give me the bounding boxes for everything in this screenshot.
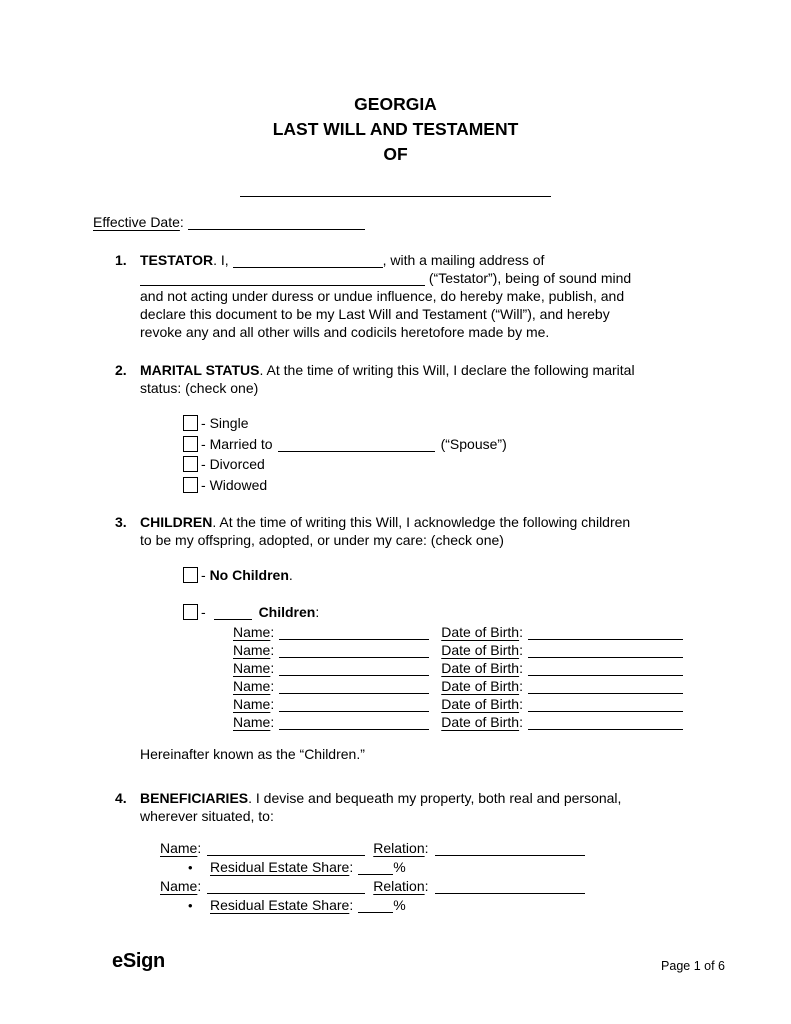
child-name-label: Name	[233, 696, 271, 712]
section-number: 4.	[115, 790, 127, 806]
testator-name-title-blank[interactable]	[240, 167, 551, 197]
children-body-line1: . At the time of writing this Will, I acknowledge the following children	[212, 514, 631, 530]
marital-option-divorced	[183, 454, 701, 475]
child-name-field[interactable]	[279, 644, 429, 658]
beneficiary-relation-label: Relation	[373, 840, 425, 856]
section-testator-body	[140, 251, 701, 341]
testator-seg1: . I,	[213, 252, 233, 268]
colon: :	[270, 696, 275, 712]
testator-seg2: , with a mailing address of	[382, 252, 545, 268]
option-prefix: -	[201, 456, 210, 472]
bullet-icon: •	[188, 860, 193, 875]
colon: :	[270, 678, 275, 694]
child-dob-field[interactable]	[528, 662, 683, 676]
section-marital-status	[115, 361, 701, 495]
section-number: 3.	[115, 514, 127, 530]
section-heading-beneficiaries: BENEFICIARIES	[140, 790, 249, 806]
child-name-field[interactable]	[279, 662, 429, 676]
mailing-address-field[interactable]	[140, 272, 425, 286]
beneficiary-share-row	[188, 896, 701, 915]
children-count-field[interactable]	[214, 606, 252, 620]
section-marital-body	[140, 361, 701, 495]
section-testator	[115, 251, 701, 341]
option-label-divorced: Divorced	[209, 456, 265, 472]
testator-line-4: declare this document to be my Last Will and Testament (“Will”), and hereby	[140, 306, 610, 322]
section-number: 1.	[115, 252, 127, 268]
option-label-no-children: No Children	[209, 567, 289, 583]
marital-option-widowed	[183, 475, 701, 496]
checkbox-single[interactable]	[183, 415, 198, 431]
testator-line-5: revoke any and all other wills and codicils heretofore made by me.	[140, 324, 550, 340]
child-row	[233, 695, 701, 713]
colon: :	[270, 714, 275, 730]
child-dob-label: Date of Birth	[441, 714, 520, 730]
option-label-widowed: Widowed	[209, 476, 268, 493]
marital-option-married	[183, 434, 701, 455]
section-children	[115, 513, 701, 763]
section-heading-marital-status: MARITAL STATUS	[140, 362, 260, 378]
page-indicator: Page 1 of 6	[661, 959, 725, 973]
beneficiaries-body-line1: . I devise and bequeath my property, both real and personal,	[248, 790, 622, 806]
child-dob-field[interactable]	[528, 644, 683, 658]
checkbox-married[interactable]	[183, 436, 198, 452]
testator-name-field[interactable]	[233, 254, 383, 268]
child-row	[233, 641, 701, 659]
beneficiary-share-row	[188, 858, 701, 877]
section-number: 2.	[115, 362, 127, 378]
colon: :	[519, 696, 523, 712]
option-children-count	[183, 602, 701, 623]
option-suffix: :	[315, 604, 320, 620]
title-line-main: LAST WILL AND TESTAMENT	[272, 119, 519, 139]
child-name-field[interactable]	[279, 680, 429, 694]
option-prefix: -	[201, 567, 210, 583]
colon: :	[270, 642, 275, 658]
option-label-single: Single	[209, 415, 249, 431]
colon: :	[519, 660, 523, 676]
checkbox-divorced[interactable]	[183, 456, 198, 472]
colon: :	[424, 878, 429, 894]
beneficiary-entries	[160, 839, 701, 915]
testator-seg3a: (“Testator”), being of sound mind	[425, 270, 632, 286]
beneficiary-name-label: Name	[160, 878, 198, 894]
beneficiary-name-field[interactable]	[207, 842, 365, 856]
residual-share-field[interactable]	[358, 861, 393, 875]
child-dob-label: Date of Birth	[441, 660, 520, 676]
child-name-label: Name	[233, 642, 271, 658]
testator-line-2	[140, 269, 701, 287]
colon: :	[270, 624, 275, 640]
option-label-children: Children	[258, 604, 316, 620]
spouse-name-field[interactable]	[278, 438, 435, 452]
option-prefix: -	[201, 415, 210, 431]
effective-date-label: Effective Date	[93, 214, 180, 230]
beneficiary-name-field[interactable]	[207, 880, 365, 894]
option-suffix-spouse: (“Spouse”)	[440, 435, 507, 452]
child-dob-label: Date of Birth	[441, 642, 520, 658]
section-heading-testator: TESTATOR	[140, 252, 214, 268]
child-name-field[interactable]	[279, 698, 429, 712]
children-line-1	[140, 513, 701, 531]
child-dob-label: Date of Birth	[441, 696, 520, 712]
testator-line-1	[140, 251, 701, 269]
colon: :	[519, 714, 523, 730]
colon: :	[519, 624, 523, 640]
child-name-label: Name	[233, 624, 271, 640]
colon: :	[349, 859, 354, 875]
marital-options	[183, 413, 701, 495]
child-row	[233, 659, 701, 677]
child-row	[233, 623, 701, 641]
document-title	[0, 0, 791, 167]
beneficiary-name-label: Name	[160, 840, 198, 856]
colon: :	[519, 642, 523, 658]
beneficiaries-line-1	[140, 789, 701, 807]
child-row	[233, 677, 701, 695]
option-label-married: Married to	[209, 435, 273, 452]
title-line-state: GEORGIA	[354, 94, 437, 114]
effective-date-field[interactable]	[188, 216, 365, 230]
beneficiary-relation-field[interactable]	[435, 880, 585, 894]
child-dob-field[interactable]	[528, 716, 683, 730]
marital-body-line2: status: (check one)	[140, 380, 259, 396]
residual-share-label: Residual Estate Share	[210, 859, 350, 875]
child-dob-field[interactable]	[528, 626, 683, 640]
beneficiaries-body-line2: wherever situated, to:	[140, 808, 274, 824]
checkbox-children-count[interactable]	[183, 604, 198, 620]
residual-share-label: Residual Estate Share	[210, 897, 350, 913]
option-prefix: -	[201, 604, 210, 620]
colon: :	[424, 840, 429, 856]
checkbox-no-children[interactable]	[183, 567, 198, 583]
effective-date-colon: :	[179, 214, 184, 230]
child-name-label: Name	[233, 678, 271, 694]
percent-sign: %	[393, 897, 406, 913]
option-prefix: -	[201, 476, 210, 493]
option-suffix: .	[288, 567, 293, 583]
colon: :	[197, 840, 202, 856]
section-beneficiaries	[115, 789, 701, 915]
beneficiary-relation-label: Relation	[373, 878, 425, 894]
beneficiary-row	[160, 839, 701, 858]
beneficiary-row	[160, 877, 701, 896]
section-children-body	[140, 513, 701, 763]
option-prefix: -	[201, 435, 210, 452]
effective-date-row	[93, 213, 791, 231]
residual-share-field[interactable]	[358, 899, 393, 913]
colon: :	[197, 878, 202, 894]
percent-sign: %	[393, 859, 406, 875]
colon: :	[519, 678, 523, 694]
colon: :	[270, 660, 275, 676]
child-name-field[interactable]	[279, 716, 429, 730]
child-row	[233, 713, 701, 731]
checkbox-widowed[interactable]	[183, 477, 198, 493]
child-dob-label: Date of Birth	[441, 678, 520, 694]
section-heading-children: CHILDREN	[140, 514, 213, 530]
marital-body-line1: . At the time of writing this Will, I declare the following marital	[259, 362, 635, 378]
child-dob-field[interactable]	[528, 680, 683, 694]
child-name-field[interactable]	[279, 626, 429, 640]
marital-option-single	[183, 413, 701, 434]
child-dob-label: Date of Birth	[441, 624, 520, 640]
child-name-label: Name	[233, 660, 271, 676]
testator-line-3: and not acting under duress or undue influence, do hereby make, publish, and	[140, 288, 625, 304]
child-dob-field[interactable]	[528, 698, 683, 712]
option-no-children	[183, 565, 701, 586]
children-body-line2: to be my offspring, adopted, or under my care: (check one)	[140, 532, 504, 548]
section-beneficiaries-body	[140, 789, 701, 915]
colon: :	[349, 897, 354, 913]
marital-line-1	[140, 361, 701, 379]
children-table	[233, 623, 701, 731]
bullet-icon: •	[188, 898, 193, 913]
child-name-label: Name	[233, 714, 271, 730]
esign-logo: eSign	[112, 950, 165, 972]
hereinafter-note: Hereinafter known as the “Children.”	[140, 746, 365, 762]
beneficiary-relation-field[interactable]	[435, 842, 585, 856]
title-line-of: OF	[383, 144, 408, 164]
